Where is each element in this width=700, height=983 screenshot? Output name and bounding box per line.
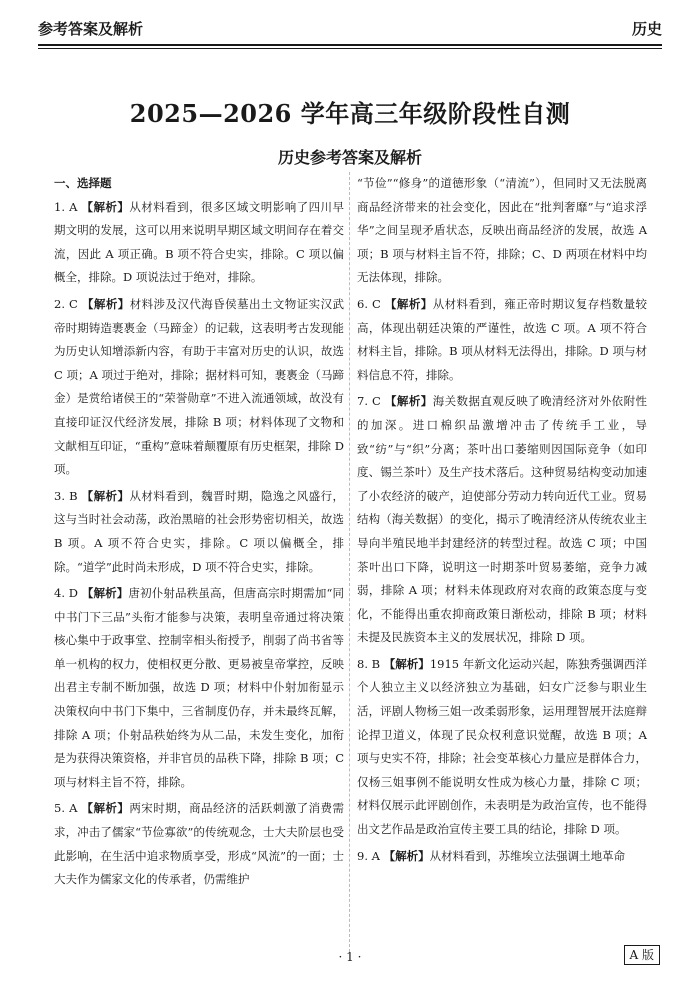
answer-item-3 [54, 485, 344, 579]
answer-number: 9. A [357, 848, 380, 863]
analysis-tag: 【解析】 [384, 296, 433, 311]
answer-text: 1915 年新文化运动兴起，陈独秀强调西洋个人独立主义以经济独立为基础，妇女广泛参与职业生活，评剧人物杨三姐一改柔弱形象，运用理智展开法庭辩论捍卫道义，体现了民众权利意识觉醒，故选 B 项；A 项与史实不符，排除；社会变革核心力量应是群体合力，仅杨三姐事例不能说明女性成为核心力量，排除 C 项；材料仅展示此评剧创作，未表明是为政治宣传，也不能得出文艺作品是政治宣传主要工具的结论，排除 D 项。 [357, 656, 647, 837]
analysis-tag: 【解析】 [384, 394, 433, 409]
answer-number: 2. C [54, 296, 78, 311]
page-number: · 1 · [338, 950, 362, 964]
section-heading: 一、选择题 [54, 176, 112, 190]
answer-number: 8. B [357, 656, 381, 671]
document-subtitle: 历史参考答案及解析 [277, 148, 422, 167]
answer-item-1 [54, 196, 344, 290]
left-column [54, 172, 344, 895]
answer-item-7 [357, 390, 647, 650]
analysis-tag: 【解析】 [81, 586, 129, 601]
answer-number: 4. D [54, 586, 78, 601]
answer-item-4 [54, 582, 344, 794]
answer-item-2 [54, 293, 344, 482]
answer-number: 6. C [357, 296, 381, 311]
column-divider [349, 172, 350, 952]
header-rule-thick [38, 44, 662, 46]
answer-item-9 [357, 845, 647, 869]
analysis-tag: 【解析】 [81, 296, 130, 311]
analysis-tag: 【解析】 [383, 656, 430, 671]
answer-item-5-continuation: “节俭”“修身”的道德形象（“清流”），但同时又无法脱离商品经济带来的社会变化，因此在“批判奢靡”与“追求浮华”之间呈现矛盾状态，反映出商品经济的发展，故选 A 项；B 项与材料主旨不符，排除；C、D 两项在材料中均无法体现，排除。 [357, 176, 647, 285]
header-left-label: 参考答案及解析 [38, 20, 144, 38]
answer-number: 7. C [357, 394, 381, 409]
right-column [357, 172, 647, 871]
header-subject-label: 历史 [631, 20, 662, 38]
page-header [38, 18, 662, 46]
answer-text: 从材料看到，苏维埃立法强调土地革命 [429, 848, 626, 863]
answer-item-5 [54, 797, 344, 891]
header-rule-thin [38, 48, 662, 49]
answer-text: 材料涉及汉代海昏侯墓出土文物证实汉武帝时期铸造裹褭金（马蹄金）的记载，这表明考古发现能为历史认知增添新内容，有助于丰富对历史的认识，故选 C 项；A 项过于绝对，排除；据材料可知，裹褭金（马蹄金）是赏给诸侯王的“荣誉勋章”不进入流通领域，故没有直接印证汉代经济发展，排除 B 项；材料体现了文物和文献相互印证，“重构”意味着颠覆原有历史框架，排除 D 项。 [54, 296, 345, 477]
document-title: 2025—2026 学年高三年级阶段性自测 [129, 99, 571, 128]
answer-text: 海关数据直观反映了晚清经济对外依附性的加深。进口棉织品激增冲击了传统手工业，导致“纺”与“织”分离；茶叶出口萎缩则因国际竞争（如印度、锡兰茶叶）及生产技术落后。这种贸易结构变动加速了小农经济的破产，迫使部分劳动力转向近代工业。贸易结构（海关数据）的变化，揭示了晚清经济从传统农业主导向半殖民地半封建经济的转型过程。故选 C 项；中国茶叶出口下降，说明这一时期茶叶贸易萎缩，竞争力减弱，排除 A 项；材料未体现政府对农商的政策态度与变化，不能得出重农抑商政策日渐松动，排除 B 项；材料未提及民族资本主义的发展状况，排除 D 项。 [357, 394, 648, 645]
answer-number: 3. B [54, 488, 78, 503]
analysis-tag: 【解析】 [383, 848, 430, 863]
answer-text: 从材料看到，雍正帝时期议复存档数量较高，体现出朝廷决策的严谨性，故选 C 项。A 项不符合材料主旨，排除。B 项从材料无法得出，排除。D 项与材料信息不符，排除。 [357, 296, 648, 382]
answer-item-8 [357, 653, 647, 842]
answer-text: 两宋时期，商品经济的活跃刺激了消费需求，冲击了儒家“节俭寡欲”的传统观念，士大夫阶层也受此影响，在生活中追求物质享受，形成“风流”的一面；士大夫作为儒家文化的传承者，仍需维护 [54, 801, 345, 887]
answer-item-6 [357, 293, 647, 387]
analysis-tag: 【解析】 [81, 199, 130, 214]
answer-text: 从材料看到，很多区域文明影响了四川早期文明的发展，这可以用来说明早期区域文明间存在着交流，因此 A 项正确。B 项不符合史实，排除。C 项以偏概全，排除。D 项说法过于绝对，排除。 [54, 199, 345, 285]
analysis-tag: 【解析】 [81, 801, 130, 816]
answer-text: 唐初仆射品秩虽高，但唐高宗时期需加“同中书门下三品”头衔才能参与决策，表明皇帝通过将决策核心集中于政事堂、控制宰相头衔授予，削弱了尚书省等单一机构的权力，使相权更分散、更易被皇帝掌控，反映出君主专制不断加强，故选 D 项；材料中仆射加衔显示决策权向中书门下集中，三省制度仍存，并未最终瓦解，排除 A 项；仆射品秩始终为从二品，未发生变化，加衔是为获得决策资格，并非官员的品秩下降，排除 B 项；C 项与材料主旨不符，排除。 [54, 586, 344, 789]
analysis-tag: 【解析】 [81, 488, 130, 503]
answer-number: 1. A [54, 199, 78, 214]
answer-text: 从材料看到，魏晋时期，隐逸之风盛行，这与当时社会动荡，政治黑暗的社会形势密切相关，故选 B 项。A 项不符合史实，排除。C 项以偏概全，排除。“道学”此时尚未形成，D 项不符合史实，排除。 [54, 488, 345, 574]
version-badge: A 版 [624, 945, 660, 965]
answer-number: 5. A [54, 801, 78, 816]
